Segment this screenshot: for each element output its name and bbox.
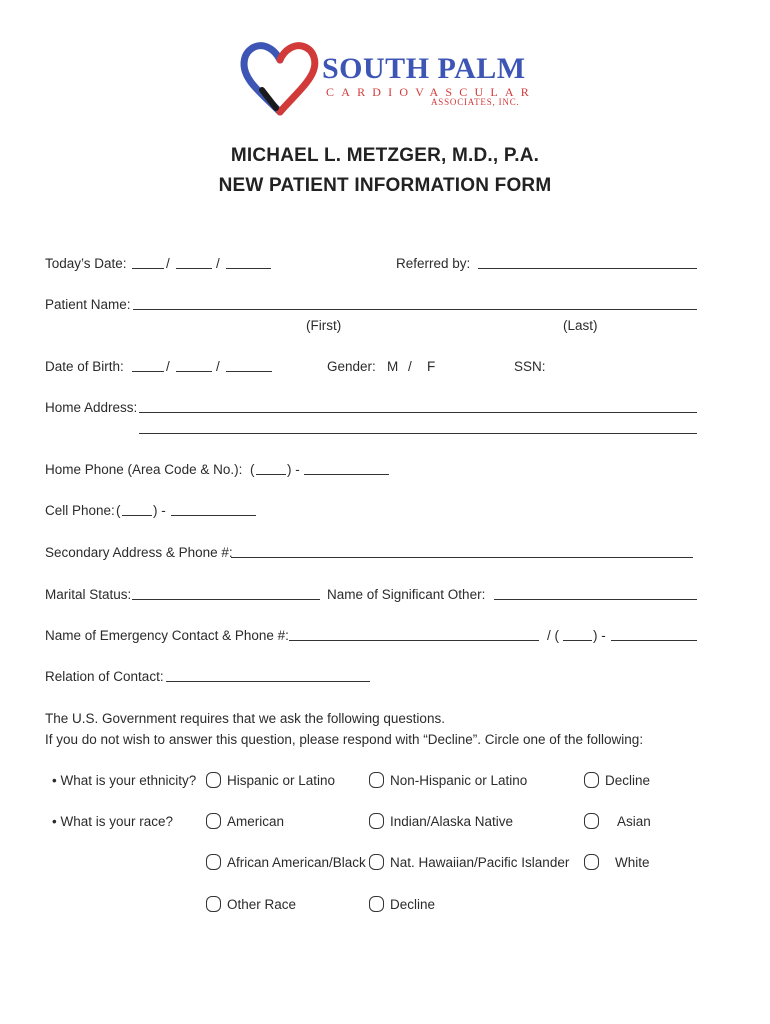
ssn-label: SSN: [514,359,546,374]
logo-subtitle: CARDIOVASCULAR [326,85,536,99]
race-white-checkbox[interactable] [584,854,599,870]
ethnicity-option: Decline [605,773,651,788]
emergency-contact-label: Name of Emergency Contact & Phone #: [45,628,289,643]
dob-slash: / [166,359,170,374]
race-american-checkbox[interactable] [206,813,221,829]
paren-close: ) - [153,503,166,518]
relation-label: Relation of Contact: [45,669,164,684]
secondary-address-label: Secondary Address & Phone #: [45,545,233,560]
race-option: Other Race [227,897,297,912]
marital-status-field[interactable] [132,599,320,600]
dob-year-field[interactable] [226,371,272,372]
date-slash: / [166,256,170,271]
cell-phone-label: Cell Phone: [45,503,115,518]
home-address-field-1[interactable] [139,412,697,413]
patient-name-field[interactable] [133,309,697,310]
heart-logo-icon [240,40,320,118]
last-name-caption: (Last) [563,318,598,333]
race-indian-checkbox[interactable] [369,813,384,829]
race-asian-checkbox[interactable] [584,813,599,829]
todays-date-label: Today’s Date: [45,256,127,271]
ethnicity-non-hispanic-checkbox[interactable] [369,772,384,788]
form-title: NEW PATIENT INFORMATION FORM [218,175,552,196]
notice-line-2: If you do not wish to answer this question, please respond with “Decline”. Circle one of the following: [45,732,644,747]
home-phone-area-field[interactable] [256,474,286,475]
dob-month-field[interactable] [132,371,164,372]
race-option: Decline [390,897,436,912]
gender-f-option[interactable]: F [427,359,436,374]
date-day-field[interactable] [176,268,212,269]
ethnicity-question: • What is your ethnicity? [52,773,197,788]
dob-label: Date of Birth: [45,359,124,374]
home-address-field-2[interactable] [139,433,697,434]
home-phone-label: Home Phone (Area Code & No.): [45,462,243,477]
race-other-checkbox[interactable] [206,896,221,912]
logo-name: SOUTH PALM [322,52,526,85]
date-month-field[interactable] [132,268,164,269]
race-question: • What is your race? [52,814,174,829]
ethnicity-option: Non-Hispanic or Latino [390,773,528,788]
race-option: Indian/Alaska Native [390,814,514,829]
paren-open: ( [116,503,121,518]
race-option: Asian [617,814,651,829]
race-option: White [615,855,650,870]
home-address-label: Home Address: [45,400,138,415]
dob-day-field[interactable] [176,371,212,372]
first-name-caption: (First) [306,318,342,333]
emergency-number-field[interactable] [611,640,697,641]
significant-other-field[interactable] [494,599,697,600]
referred-by-field[interactable] [478,268,697,269]
notice-line-1: The U.S. Government requires that we ask the following questions. [45,711,445,726]
marital-status-label: Marital Status: [45,587,132,602]
emergency-separator: / ( [547,628,559,643]
race-option: American [227,814,285,829]
gender-m-option[interactable]: M [387,359,399,374]
ethnicity-decline-checkbox[interactable] [584,772,599,788]
home-phone-number-field[interactable] [304,474,389,475]
race-option: African American/Black [227,855,366,870]
referred-by-label: Referred by: [396,256,471,271]
emergency-contact-name-field[interactable] [289,640,539,641]
ethnicity-option: Hispanic or Latino [227,773,336,788]
race-decline-checkbox[interactable] [369,896,384,912]
gender-slash: / [408,359,412,374]
patient-name-label: Patient Name: [45,297,131,312]
date-year-field[interactable] [226,268,271,269]
race-hawaiian-checkbox[interactable] [369,854,384,870]
cell-phone-area-field[interactable] [122,515,152,516]
paren-close: ) - [287,462,300,477]
relation-field[interactable] [166,681,370,682]
race-option: Nat. Hawaiian/Pacific Islander [390,855,570,870]
logo-subtitle-2: ASSOCIATES, INC. [431,97,520,107]
ethnicity-hispanic-checkbox[interactable] [206,772,221,788]
date-slash: / [216,256,220,271]
significant-other-label: Name of Significant Other: [327,587,486,602]
emergency-area-field[interactable] [563,640,592,641]
paren-close: ) - [593,628,606,643]
dob-slash: / [216,359,220,374]
paren-open: ( [250,462,255,477]
race-african-american-checkbox[interactable] [206,854,221,870]
cell-phone-number-field[interactable] [171,515,256,516]
secondary-address-field[interactable] [231,557,693,558]
doctor-name: MICHAEL L. METZGER, M.D., P.A. [230,145,540,166]
gender-label: Gender: [327,359,376,374]
